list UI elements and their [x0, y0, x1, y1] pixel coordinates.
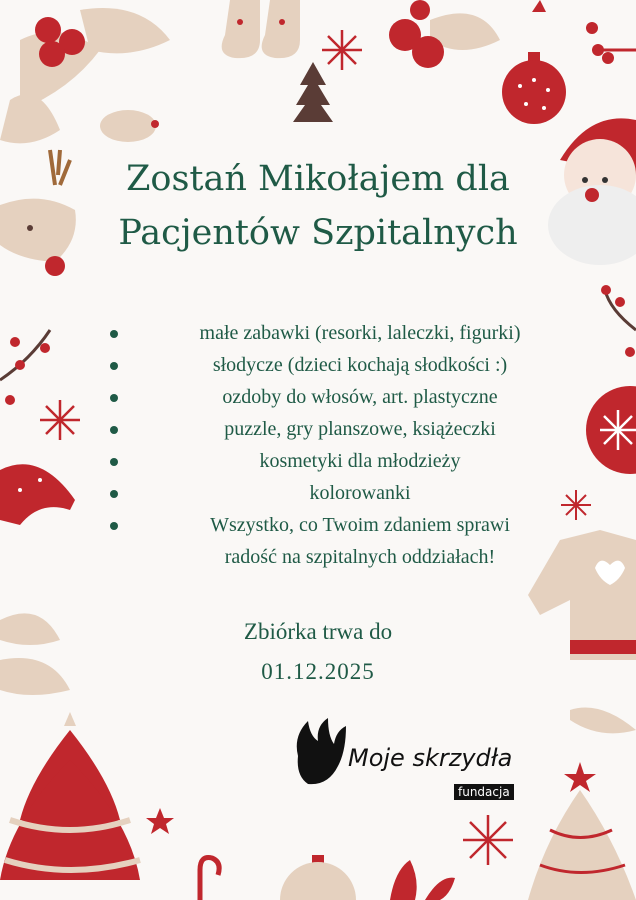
- collection-date: 01.12.2025: [261, 659, 375, 684]
- bullet-icon: [110, 330, 118, 338]
- logo-subtitle: fundacja: [454, 784, 514, 800]
- list-item-continuation: radość na szpitalnych oddziałach!: [224, 546, 496, 568]
- wing-icon: [288, 716, 352, 796]
- list-item: puzzle, gry planszowe, książeczki: [100, 413, 580, 445]
- donation-items-list: [100, 317, 580, 573]
- bullet-icon: [110, 490, 118, 498]
- list-item: kolorowanki: [100, 477, 580, 509]
- snowflake-icon: [322, 30, 362, 70]
- bullet-icon: [110, 394, 118, 402]
- socks-icon: [222, 0, 300, 58]
- title-line-1: Zostań Mikołajem dla: [126, 159, 510, 199]
- star-icon: [532, 0, 546, 12]
- hat-icon: [0, 464, 75, 525]
- foundation-logo: [288, 712, 548, 812]
- snowflake-icon: [40, 400, 80, 440]
- berry-branch-icon: [586, 22, 636, 64]
- leaf-branch-icon: [390, 860, 455, 900]
- ornament-ball-icon: [586, 386, 636, 474]
- berry-branch-icon: [0, 330, 50, 405]
- list-item: słodycze (dzieci kochają słodkości :): [100, 349, 580, 381]
- collection-label: Zbiórka trwa do: [243, 619, 393, 644]
- acorn-icon: [100, 110, 159, 142]
- poster-title: [0, 152, 636, 260]
- christmas-tree-icon: [0, 712, 140, 880]
- pine-tree-icon: [293, 62, 333, 122]
- list-item: Wszystko, co Twoim zdaniem sprawi: [100, 509, 580, 541]
- bullet-icon: [110, 458, 118, 466]
- snowflake-icon: [463, 815, 513, 865]
- bullet-icon: [110, 522, 118, 530]
- berry-branch-icon: [601, 285, 636, 357]
- candy-cane-icon: [200, 858, 219, 900]
- logo-name: Moje skrzydła: [348, 744, 513, 772]
- title-line-2: Pacjentów Szpitalnych: [118, 213, 518, 253]
- star-icon: [146, 808, 174, 834]
- bullet-icon: [110, 426, 118, 434]
- ornament-ball-icon: [280, 855, 356, 900]
- list-item: kosmetyki dla młodzieży: [100, 445, 580, 477]
- bullet-icon: [110, 362, 118, 370]
- ornament-ball-icon: [502, 52, 566, 124]
- leaf-branch-icon: [570, 708, 636, 734]
- list-item: małe zabawki (resorki, laleczki, figurki): [100, 317, 580, 349]
- holly-berries-icon: [389, 0, 500, 68]
- list-item: ozdoby do włosów, art. plastyczne: [100, 381, 580, 413]
